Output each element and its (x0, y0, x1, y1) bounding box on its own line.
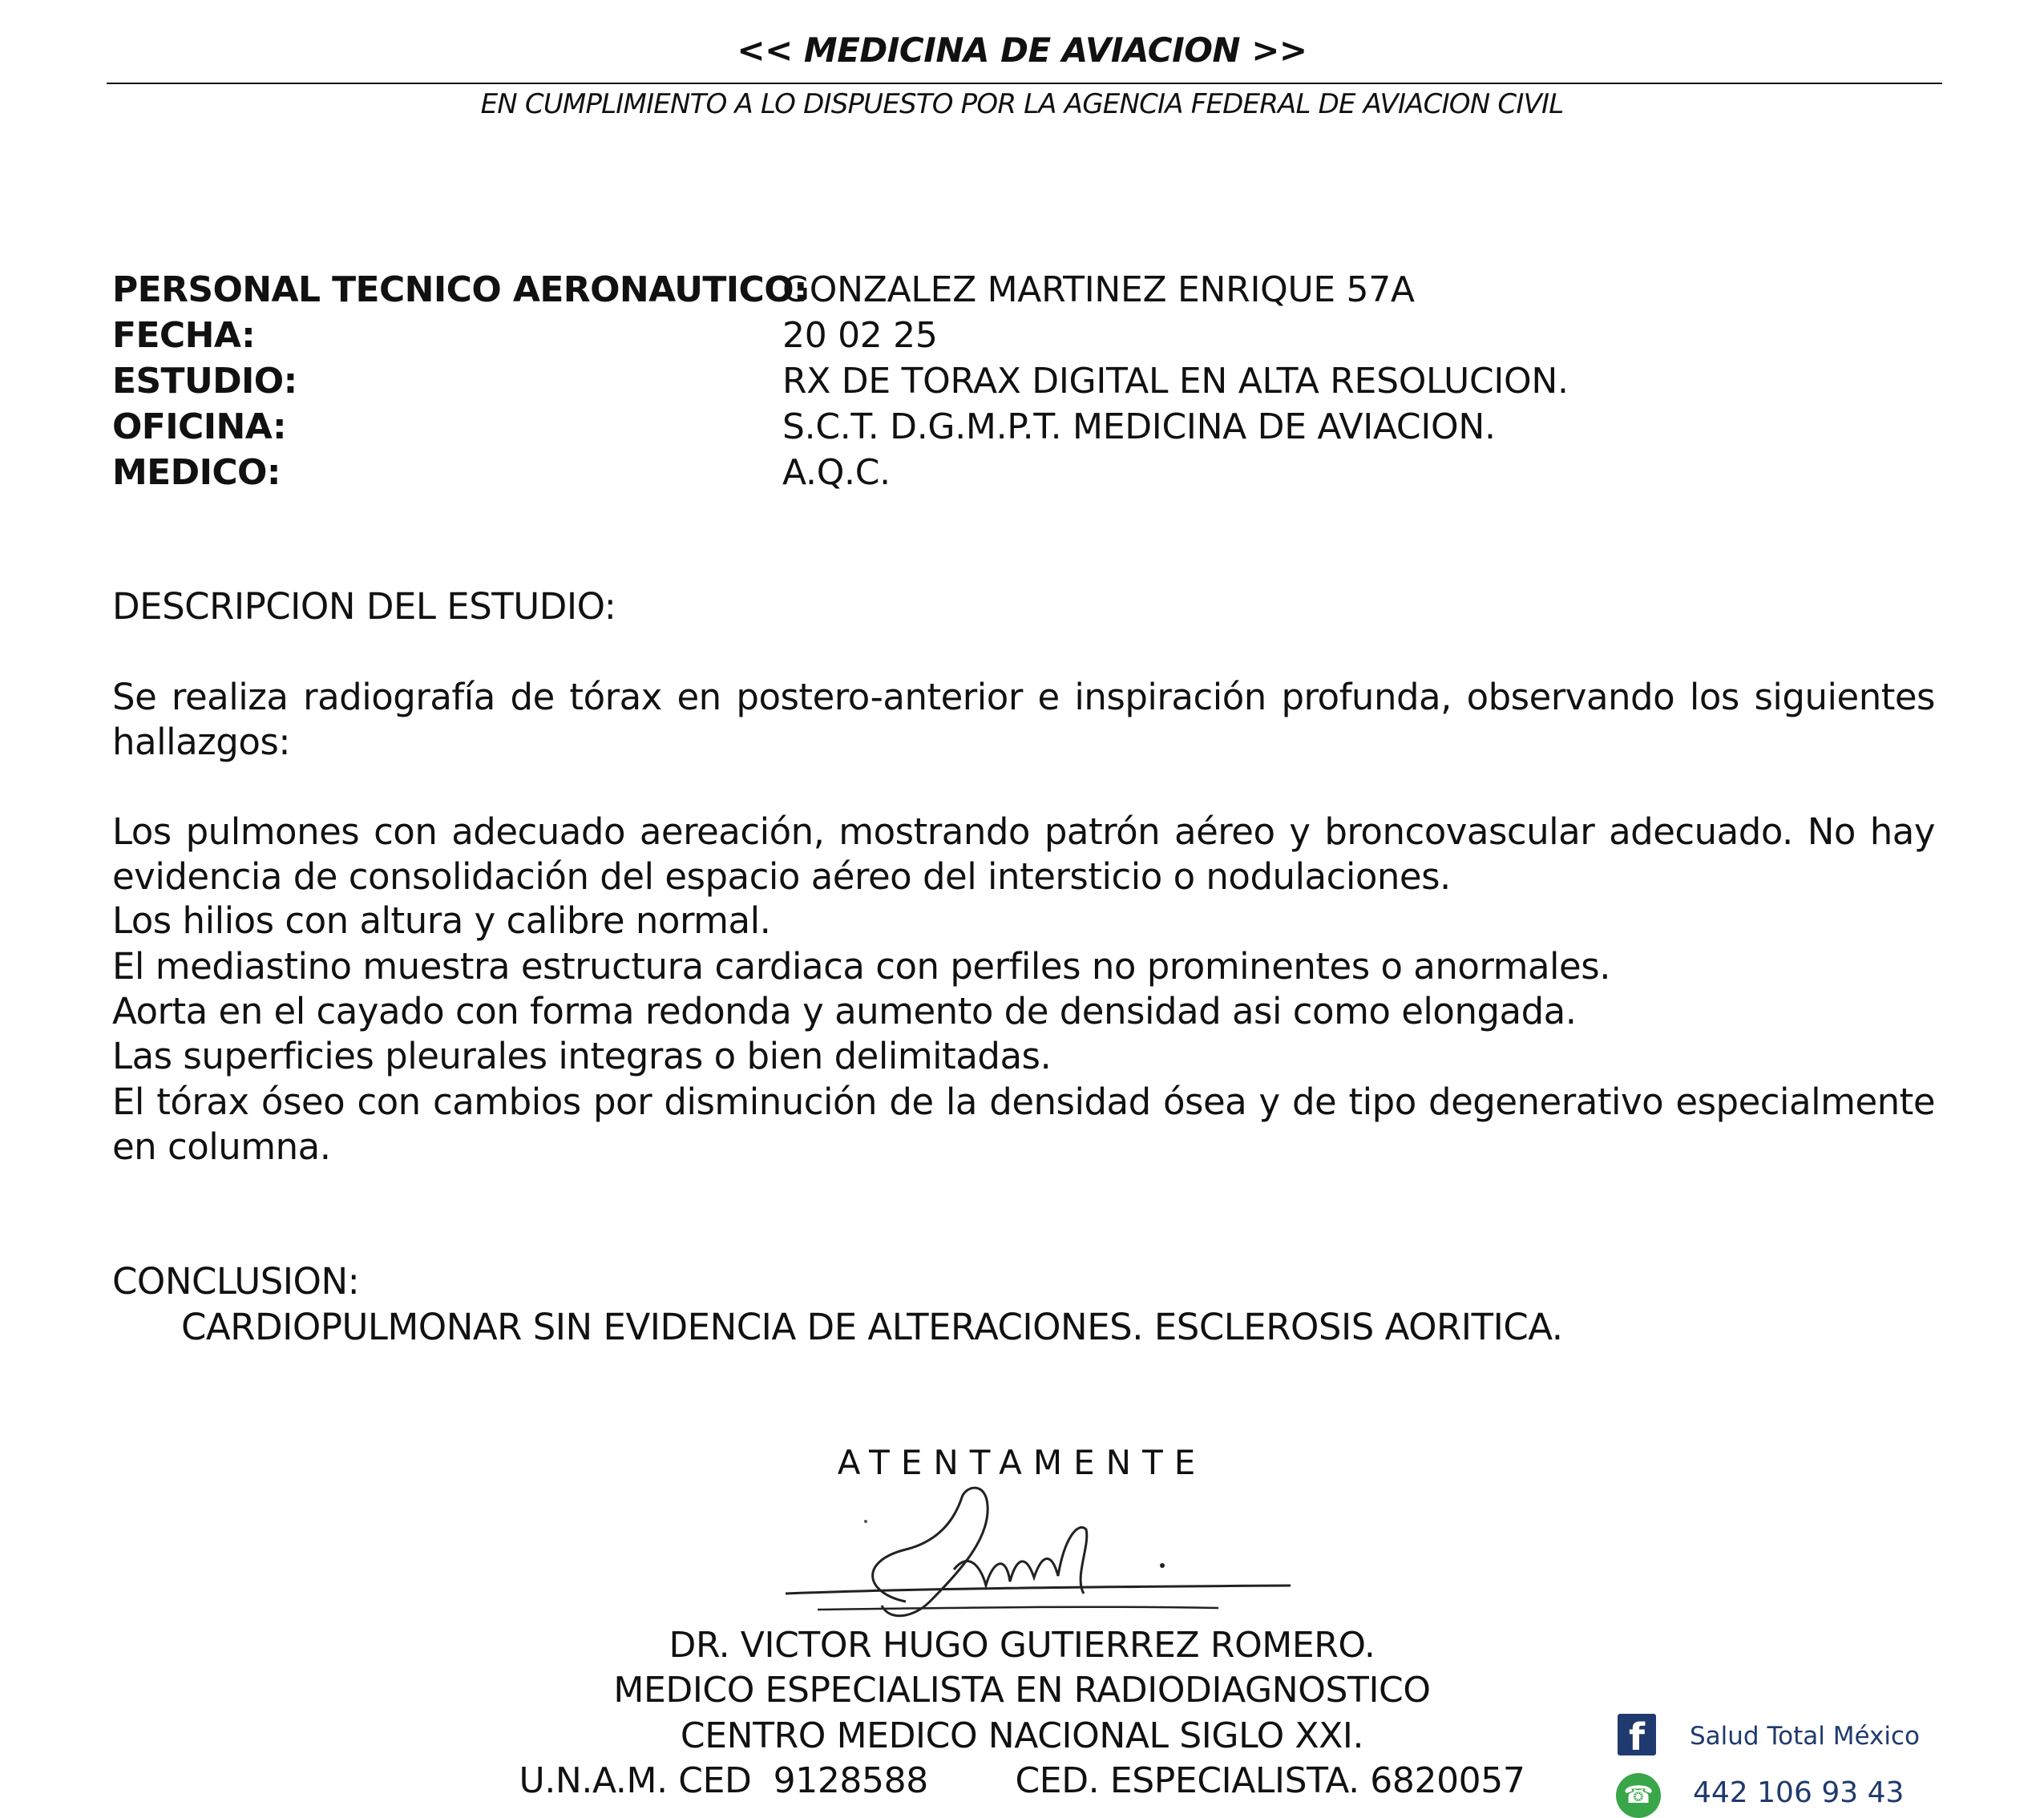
signer-name: DR. VICTOR HUGO GUTIERREZ ROMERO. (669, 1625, 1375, 1666)
signer-credentials: U.N.A.M. CED 9128588 CED. ESPECIALISTA. 6820057 (519, 1760, 1525, 1801)
finding-lungs: Los pulmones con adecuado aereación, mostrando patrón aéreo y broncovascular adecuado. No hay evidencia de consolidación del espacio aéreo del intersticio o nodulaciones. (112, 810, 1935, 898)
study-intro: Se realiza radiografía de tórax en postero-anterior e inspiración profunda, observando los siguientes hallazgos: (112, 676, 1935, 763)
finding-torax-oseo: El tórax óseo con cambios por disminución de la densidad ósea y de tipo degenerativo especialmente en columna. (112, 1081, 1935, 1168)
signer-center: CENTRO MEDICO NACIONAL SIGLO XXI. (680, 1715, 1364, 1756)
meta-label-personal: PERSONAL TECNICO AERONAUTICO: (112, 269, 808, 310)
whatsapp-icon[interactable]: ☎ (1616, 1773, 1661, 1818)
meta-label-fecha: FECHA: (112, 315, 256, 356)
meta-label-medico: MEDICO: (112, 452, 281, 493)
facebook-icon[interactable]: f (1618, 1714, 1656, 1755)
conclusion-heading: CONCLUSION: (112, 1260, 360, 1303)
facebook-page-label[interactable]: Salud Total México (1690, 1722, 1920, 1751)
meta-value-personal: GONZALEZ MARTINEZ ENRIQUE 57A (782, 269, 1415, 310)
document-title: << MEDICINA DE AVIACION >> (737, 30, 1307, 70)
handwritten-signature (770, 1473, 1315, 1626)
meta-value-medico: A.Q.C. (782, 452, 891, 493)
meta-value-fecha: 20 02 25 (782, 315, 938, 356)
meta-value-estudio: RX DE TORAX DIGITAL EN ALTA RESOLUCION. (782, 361, 1569, 402)
meta-label-oficina: OFICINA: (112, 406, 286, 447)
meta-value-oficina: S.C.T. D.G.M.P.T. MEDICINA DE AVIACION. (782, 406, 1496, 447)
whatsapp-phone[interactable]: 442 106 93 43 (1693, 1776, 1905, 1809)
study-heading: DESCRIPCION DEL ESTUDIO: (112, 585, 616, 628)
conclusion-text: CARDIOPULMONAR SIN EVIDENCIA DE ALTERACIONES. ESCLEROSIS AORITICA. (181, 1306, 1563, 1348)
finding-hilios: Los hilios con altura y calibre normal. (112, 899, 771, 942)
finding-mediastino: El mediastino muestra estructura cardiaca con perfiles no prominentes o anormales. (112, 945, 1610, 988)
finding-pleural: Las superficies pleurales integras o bien delimitadas. (112, 1035, 1052, 1077)
document-subtitle: EN CUMPLIMIENTO A LO DISPUESTO POR LA AGENCIA FEDERAL DE AVIACION CIVIL (480, 88, 1564, 120)
signer-role: MEDICO ESPECIALISTA EN RADIODIAGNOSTICO (613, 1670, 1431, 1711)
meta-label-estudio: ESTUDIO: (112, 361, 297, 402)
closing-atentamente: ATENTAMENTE (837, 1443, 1207, 1482)
finding-aorta: Aorta en el cayado con forma redonda y aumento de densidad asi como elongada. (112, 990, 1577, 1032)
header-divider (107, 83, 1942, 84)
